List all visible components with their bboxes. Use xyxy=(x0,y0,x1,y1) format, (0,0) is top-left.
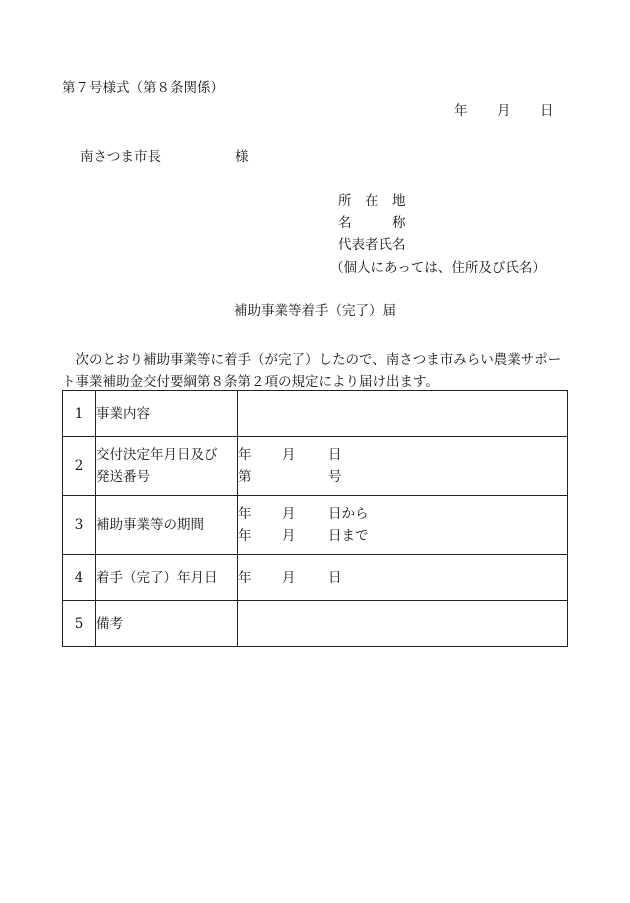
year-label: 年 xyxy=(238,447,252,463)
table-row xyxy=(63,555,568,601)
table-row xyxy=(63,437,568,496)
number-prefix-label: 第 xyxy=(238,469,252,485)
details-table xyxy=(62,390,568,647)
project-period-field[interactable] xyxy=(238,496,568,555)
document-title: 補助事業等着手（完了）届 xyxy=(234,303,396,319)
row-item-label xyxy=(96,437,238,496)
date-month-label: 月 xyxy=(497,103,511,119)
month-label: 月 xyxy=(282,528,296,544)
row-number: 5 xyxy=(63,601,96,647)
row-item-label: 着手（完了）年月日 xyxy=(96,555,238,601)
year-label: 年 xyxy=(238,528,252,544)
start-completion-date-field[interactable] xyxy=(238,555,568,601)
table-row xyxy=(63,391,568,437)
day-until-label: 日まで xyxy=(328,528,369,544)
day-label: 日 xyxy=(328,447,342,463)
sender-name-label: 名 称 xyxy=(338,215,406,231)
month-label: 月 xyxy=(282,447,296,463)
month-label: 月 xyxy=(282,569,296,586)
year-label: 年 xyxy=(238,569,252,586)
row-number: 3 xyxy=(63,496,96,555)
row-item-label-line2: 発送番号 xyxy=(96,469,150,485)
date-year-label: 年 xyxy=(454,103,468,119)
month-label: 月 xyxy=(282,506,296,522)
row-item-label: 事業内容 xyxy=(96,391,238,437)
sender-note: （個人にあっては、住所及び氏名） xyxy=(330,260,546,276)
date-day-label: 日 xyxy=(540,103,554,119)
sender-representative-label: 代表者氏名 xyxy=(338,237,406,253)
addressee-name: 南さつま市長 xyxy=(80,149,161,165)
business-content-field[interactable] xyxy=(238,391,568,437)
addressee-honorific: 様 xyxy=(235,149,249,165)
remarks-field[interactable] xyxy=(238,601,568,647)
form-number: 第７号様式（第８条関係） xyxy=(62,80,224,96)
row-item-label: 補助事業等の期間 xyxy=(96,496,238,555)
row-number: 1 xyxy=(63,391,96,437)
table-row xyxy=(63,496,568,555)
number-suffix-label: 号 xyxy=(328,469,342,485)
decision-date-field[interactable] xyxy=(238,437,568,496)
day-label: 日 xyxy=(328,569,342,586)
row-number: 2 xyxy=(63,437,96,496)
table-row xyxy=(63,601,568,647)
row-item-label: 備考 xyxy=(96,601,238,647)
sender-address-label: 所 在 地 xyxy=(338,193,406,209)
year-label: 年 xyxy=(238,506,252,522)
day-from-label: 日から xyxy=(328,506,369,522)
body-paragraph: 次のとおり補助事業等に着手（が完了）したので、南さつま市みらい農業サポート事業補助金交付要綱第８条第２項の規定により届け出ます。 xyxy=(62,352,562,390)
row-number: 4 xyxy=(63,555,96,601)
row-item-label-line1: 交付決定年月日及び xyxy=(96,447,218,463)
